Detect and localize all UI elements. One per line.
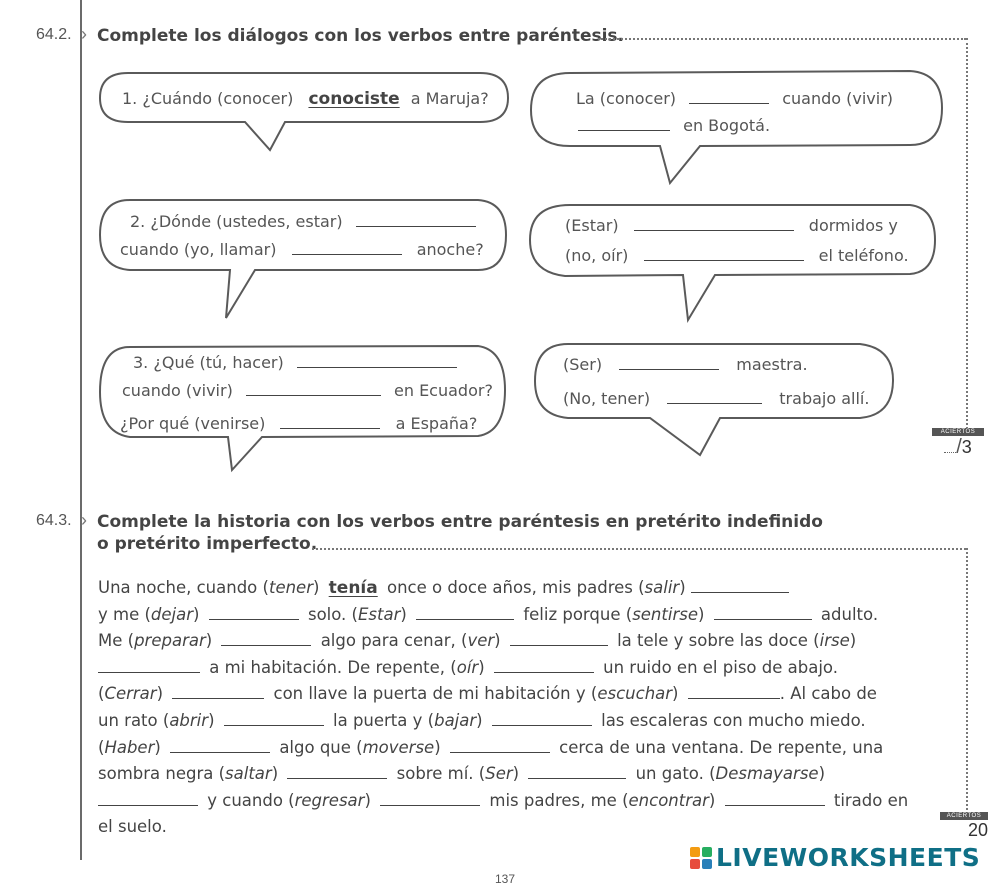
prompt-text: ¿Por qué (venirse) bbox=[120, 414, 266, 433]
answer-blank[interactable] bbox=[380, 804, 480, 806]
answer-blank[interactable] bbox=[644, 259, 804, 261]
bubble-2-line-2 bbox=[578, 116, 770, 135]
exercise-title: Complete los diálogos con los verbos entre paréntesis. bbox=[97, 26, 624, 46]
answer-blank[interactable] bbox=[688, 697, 780, 699]
prompt-text: en Bogotá. bbox=[683, 116, 771, 135]
aciertos-box bbox=[940, 812, 988, 841]
bubble-1-line-1 bbox=[122, 89, 489, 109]
prompt-text: cuando (yo, llamar) bbox=[120, 240, 277, 259]
bubble-3-line-2 bbox=[120, 240, 484, 259]
answer-blank[interactable] bbox=[297, 366, 457, 368]
brand-footer bbox=[690, 843, 980, 872]
answer-blank[interactable] bbox=[356, 225, 476, 227]
dotted-rule-vertical bbox=[966, 548, 968, 810]
answer-blank[interactable] bbox=[578, 129, 670, 131]
answer-filled: tenía bbox=[328, 578, 378, 598]
answer-blank[interactable] bbox=[510, 644, 608, 646]
bubble-2-line-1 bbox=[576, 89, 893, 108]
answer-blank[interactable] bbox=[619, 368, 719, 370]
prompt-text: trabajo allí. bbox=[779, 389, 870, 408]
prompt-text: a Maruja? bbox=[410, 89, 489, 108]
prompt-text: dormidos y bbox=[808, 216, 898, 235]
prompt-text: anoche? bbox=[416, 240, 484, 259]
bubble-3-line-1 bbox=[130, 212, 476, 231]
story-line: Me (preparar) algo para cenar, (ver) la tele y sobre las doce (irse) bbox=[98, 631, 857, 651]
answer-blank[interactable] bbox=[492, 724, 592, 726]
story-line: a mi habitación. De repente, (oír) un ruido en el piso de abajo. bbox=[98, 655, 938, 682]
prompt-text: en Ecuador? bbox=[394, 381, 493, 400]
prompt-text: 3. ¿Qué (tú, hacer) bbox=[133, 353, 284, 372]
chevron-icon: › bbox=[81, 510, 87, 530]
answer-blank[interactable] bbox=[689, 102, 769, 104]
prompt-text: (Estar) bbox=[565, 216, 619, 235]
exercise-number: 64.3. bbox=[36, 512, 72, 529]
prompt-text: (no, oír) bbox=[565, 246, 629, 265]
answer-blank[interactable] bbox=[170, 751, 270, 753]
brand-name: LIVEWORKSHEETS bbox=[716, 843, 981, 872]
answer-blank[interactable] bbox=[634, 229, 794, 231]
answer-blank[interactable] bbox=[528, 777, 626, 779]
prompt-text: 2. ¿Dónde (ustedes, estar) bbox=[130, 212, 343, 231]
aciertos-value: 3 bbox=[961, 437, 972, 457]
answer-blank[interactable] bbox=[209, 618, 299, 620]
chevron-icon: › bbox=[81, 24, 87, 44]
page-number: 137 bbox=[495, 872, 516, 886]
story-line: un rato (abrir) la puerta y (bajar) las escaleras con mucho miedo. bbox=[98, 710, 866, 730]
answer-blank[interactable] bbox=[221, 644, 311, 646]
answer-blank[interactable] bbox=[416, 618, 514, 620]
answer-blank[interactable] bbox=[172, 697, 264, 699]
liveworksheets-logo-icon bbox=[690, 847, 712, 869]
story-line: Una noche, cuando (tener) tenía once o doce años, mis padres (salir) bbox=[98, 575, 938, 602]
answer-blank[interactable] bbox=[98, 671, 200, 673]
bubble-4-line-2 bbox=[565, 246, 909, 265]
bubble-6-line-1 bbox=[563, 355, 808, 374]
prompt-text: (Ser) bbox=[563, 355, 603, 374]
bubble-1-outline bbox=[100, 73, 508, 150]
story-line: sombra negra (saltar) sobre mí. (Ser) un gato. (Desmayarse) bbox=[98, 764, 826, 784]
prompt-text: maestra. bbox=[736, 355, 808, 374]
prompt-text: (No, tener) bbox=[563, 389, 651, 408]
story-line: el suelo. bbox=[98, 817, 167, 837]
answer-blank[interactable] bbox=[714, 618, 812, 620]
prompt-text: el teléfono. bbox=[818, 246, 909, 265]
prompt-text: cuando (vivir) bbox=[782, 89, 894, 108]
aciertos-label: ACIERTOS bbox=[932, 428, 984, 436]
answer-blank[interactable] bbox=[725, 804, 825, 806]
dotted-rule bbox=[312, 548, 966, 550]
answer-blank[interactable] bbox=[224, 724, 324, 726]
answer-blank[interactable] bbox=[280, 427, 380, 429]
answer-filled: conociste bbox=[308, 89, 400, 109]
answer-blank[interactable] bbox=[494, 671, 594, 673]
answer-blank[interactable] bbox=[246, 394, 381, 396]
bubble-5-line-3 bbox=[120, 414, 477, 433]
aciertos-box: ACIERTOS /3 bbox=[932, 428, 984, 459]
answer-blank[interactable] bbox=[667, 402, 762, 404]
answer-blank[interactable] bbox=[292, 253, 402, 255]
prompt-text: La (conocer) bbox=[576, 89, 677, 108]
prompt-text: a España? bbox=[395, 414, 478, 433]
story-line: y me (dejar) solo. (Estar) feliz porque (sentirse) adulto. bbox=[98, 604, 879, 624]
aciertos-label: ACIERTOS bbox=[940, 812, 988, 820]
answer-blank[interactable] bbox=[691, 591, 789, 593]
bubble-4-line-1 bbox=[565, 216, 898, 235]
bubble-5-line-2 bbox=[122, 381, 493, 400]
story-line: (Cerrar) con llave la puerta de mi habitación y (escuchar) . Al cabo de bbox=[98, 684, 877, 704]
exercise-title-line-1: Complete la historia con los verbos entre paréntesis en pretérito indefinido bbox=[97, 512, 823, 532]
answer-blank[interactable] bbox=[450, 751, 550, 753]
answer-blank[interactable] bbox=[98, 804, 198, 806]
prompt-text: cuando (vivir) bbox=[122, 381, 233, 400]
prompt-text: 1. ¿Cuándo (conocer) bbox=[122, 89, 294, 108]
bubble-6-line-2 bbox=[563, 389, 869, 408]
answer-blank[interactable] bbox=[287, 777, 387, 779]
story-paragraph bbox=[98, 575, 938, 841]
story-line: (Haber) algo que (moverse) cerca de una ventana. De repente, una bbox=[98, 737, 884, 757]
exercise-number: 64.2. bbox=[36, 26, 72, 43]
story-line: y cuando (regresar) mis padres, me (encontrar) tirado en bbox=[98, 788, 938, 815]
exercise-title-line-2: o pretérito imperfecto. bbox=[97, 534, 318, 554]
bubble-5-line-1 bbox=[133, 353, 457, 372]
aciertos-value: 20 bbox=[967, 820, 988, 840]
